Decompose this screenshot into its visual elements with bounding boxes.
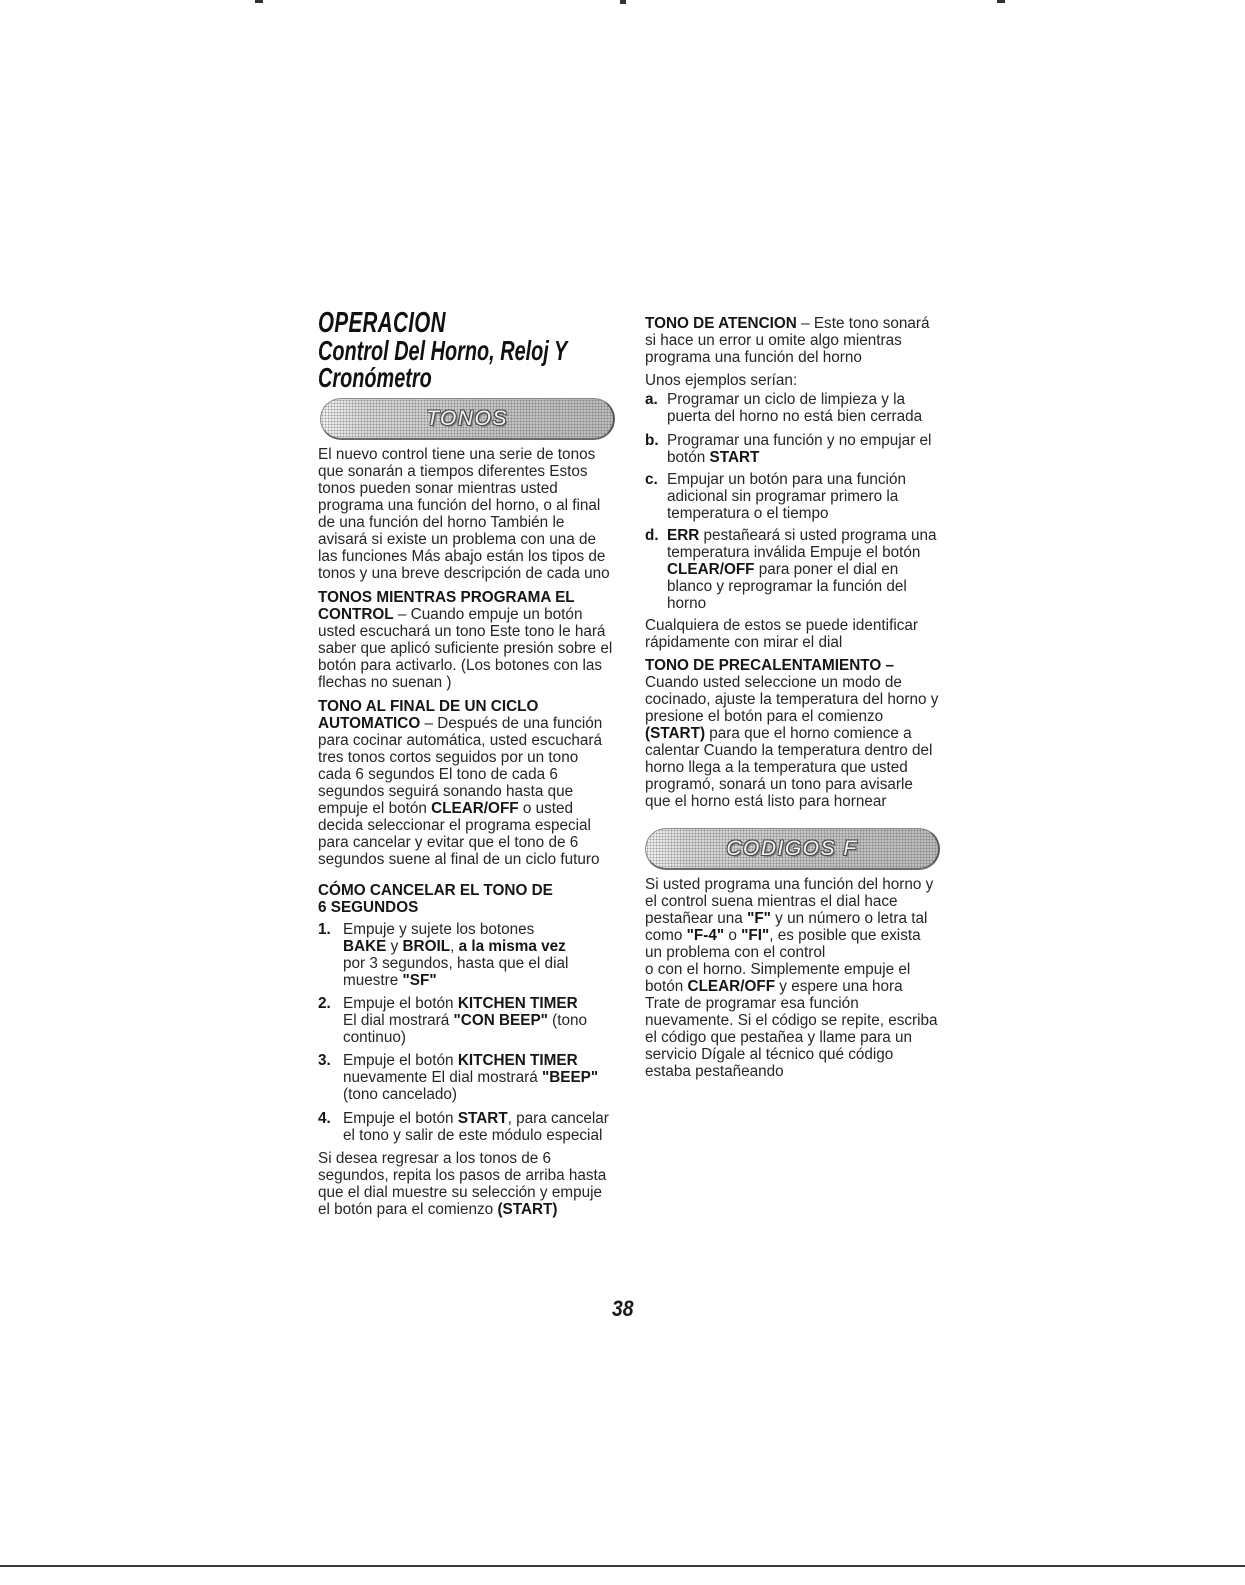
example-a [645,391,941,425]
step-text: Empuje el botón [343,995,458,1012]
example-d [645,527,941,612]
display-code: "F-4" [686,927,725,944]
step-3 [318,1052,614,1103]
step-text: , [450,938,459,955]
step-text: nuevamente El dial mostrará [343,1069,542,1086]
paragraph-text: o con el horno. Simplemente empuje el botón [645,961,911,995]
button-name: BAKE [343,938,387,955]
button-name: CLEAR/OFF [667,561,755,578]
display-code: "BEEP" [541,1069,599,1086]
crop-mark-right [997,0,1005,3]
step-text: Empuje el botón [343,1110,458,1127]
examples-intro: Unos ejemplos serían: [645,372,798,389]
paragraph-heading: TONOS MIENTRAS PROGRAMA EL CONTROL [318,589,575,623]
tonos-banner-label: TONOS [426,407,508,430]
example-text: Programar un ciclo de limpieza y la puerta del horno no está bien cerrada [667,391,923,425]
crop-mark-center [620,0,626,4]
crop-mark-left [255,0,263,3]
step-number: 1. [318,921,331,938]
example-label: c. [645,471,658,488]
step-text: y [386,938,403,955]
paragraph-regresar [318,1150,614,1218]
page-heading [318,307,645,393]
step-text: (tono cancelado) [343,1086,457,1103]
codigos-f-banner [645,828,940,870]
example-text: Empujar un botón para una función adicional sin programar primero la temperatura o el tiempo [667,471,906,522]
paragraph-text: o usted decida seleccionar el programa especial para cancelar y evitar que el tono de 6 segundos suene al final de un ciclo futuro [318,800,600,868]
page-title-line-2: Cronómetro [318,362,432,393]
button-name: START [709,449,760,466]
section-title: OPERACION [318,307,446,339]
button-name: (START) [645,725,706,742]
paragraph-precalentamiento [645,657,941,810]
paragraph-heading: TONO AL FINAL DE UN CICLO AUTOMATICO [318,698,539,732]
display-code: "SF" [402,972,437,989]
example-text: pestañeará si usted programa una temperatura inválida Empuje el botón [667,527,937,561]
step-number: 4. [318,1110,331,1127]
display-code: "CON BEEP" [453,1012,548,1029]
button-name: (START) [497,1201,558,1218]
page-number: 38 [612,1296,634,1321]
button-name: KITCHEN TIMER [457,995,578,1012]
example-text: para poner el dial en blanco y reprogramar la función del horno [667,561,907,612]
paragraph-heading: TONO DE PRECALENTAMIENTO – [645,657,895,674]
step-text: Empuje y sujete los botones [343,921,535,938]
example-text: Programar una función y no empujar el botón [667,432,932,466]
step-text: por 3 segundos, hasta que el dial muestre [343,955,569,989]
display-code: "F" [747,910,771,927]
button-name: START [457,1110,508,1127]
cancel-heading-line-2: 6 SEGUNDOS [318,899,419,916]
right-column [645,315,941,1080]
paragraph-tono-final-ciclo [318,698,614,868]
button-name: CLEAR/OFF [431,800,519,817]
paragraph-cualquiera: Cualquiera de estos se puede identificar rápidamente con mirar el dial [645,617,918,651]
step-4 [318,1110,614,1144]
cancel-heading-line-1: CÓMO CANCELAR EL TONO DE [318,882,553,899]
step-text: Empuje el botón [343,1052,458,1069]
example-label: d. [645,527,659,544]
paragraph-text: Si usted programa una función del horno y el control suena mientras el dial hace pestañear una [645,876,934,927]
paragraph-tonos-mientras [318,589,614,691]
paragraph-text: – Después de una función para cocinar automática, usted escuchará tres tonos cortos seguidos por un tono cada 6 segundos El tono de cada 6 segundos seguirá sonando hasta que empuje el botón [318,715,603,817]
page-title-line-1: Control Del Horno, Reloj Y [318,335,568,366]
step-text: (tono continuo) [343,1012,588,1046]
paragraph-text: Si desea regresar a los tonos de 6 segundos, repita los pasos de arriba hasta que el dial muestre su selección y empuje el botón para el comienzo [318,1150,607,1218]
button-name: BROIL [402,938,451,955]
paragraph-text: – Cuando empuje un botón usted escuchará un tono Este tono le hará saber que aplicó suficiente presión sobre el botón para activarlo. (Los botones con las flechas no suenan ) [318,606,613,691]
paragraph-text: y un número o letra tal como [645,910,928,944]
example-label: b. [645,432,659,449]
paragraph-text: y espere una hora Trate de programar esa función nuevamente. Si el código se repite, escriba el código que pestañea y llame para un servicio Dígale al técnico qué código estaba pestañeando [645,978,938,1080]
paragraph-text: – Este tono sonará si hace un error u omite algo mientras programa una función del horno [645,315,930,366]
example-b [645,432,941,466]
paragraph-text: , es posible que exista un problema con el control [645,927,921,961]
emphasis-text: a la misma vez [458,938,566,955]
button-name: CLEAR/OFF [687,978,776,995]
example-c [645,471,941,522]
cancel-heading [318,882,614,916]
left-column [318,307,614,1218]
paragraph-heading: TONO DE ATENCION [645,315,797,332]
paragraph-text: o [724,927,742,944]
display-code: ERR [667,527,700,544]
intro-paragraph: El nuevo control tiene una serie de tonos que sonarán a tiempos diferentes Estos tonos pueden sonar mientras usted programa una función del horno, o al final de una función del horno También le avisará si existe un problema con una de las funciones Más abajo están los tipos de tonos y una breve descripción de cada uno [318,446,610,582]
codigos-f-banner-label: CODIGOS F [726,837,858,860]
bottom-rule [0,1565,1245,1567]
step-text: , para cancelar el tono y salir de este módulo especial [343,1110,609,1144]
paragraph-codigos-f [645,876,941,1080]
step-number: 3. [318,1052,331,1069]
paragraph-tono-atencion [645,315,941,366]
step-text: El dial mostrará [343,1012,454,1029]
step-2 [318,995,614,1046]
paragraph-text: para que el horno comience a calentar Cuando la temperatura dentro del horno llega a la temperatura que usted programó, sonará un tono para avisarle que el horno está listo para hornear [645,725,933,810]
button-name: KITCHEN TIMER [457,1052,578,1069]
display-code: "FI" [741,927,770,944]
step-1 [318,921,614,989]
step-number: 2. [318,995,331,1012]
example-label: a. [645,391,658,408]
paragraph-text: Cuando usted seleccione un modo de cocinado, ajuste la temperatura del horno y presione el botón para el comienzo [645,674,939,725]
tonos-banner [320,398,615,440]
